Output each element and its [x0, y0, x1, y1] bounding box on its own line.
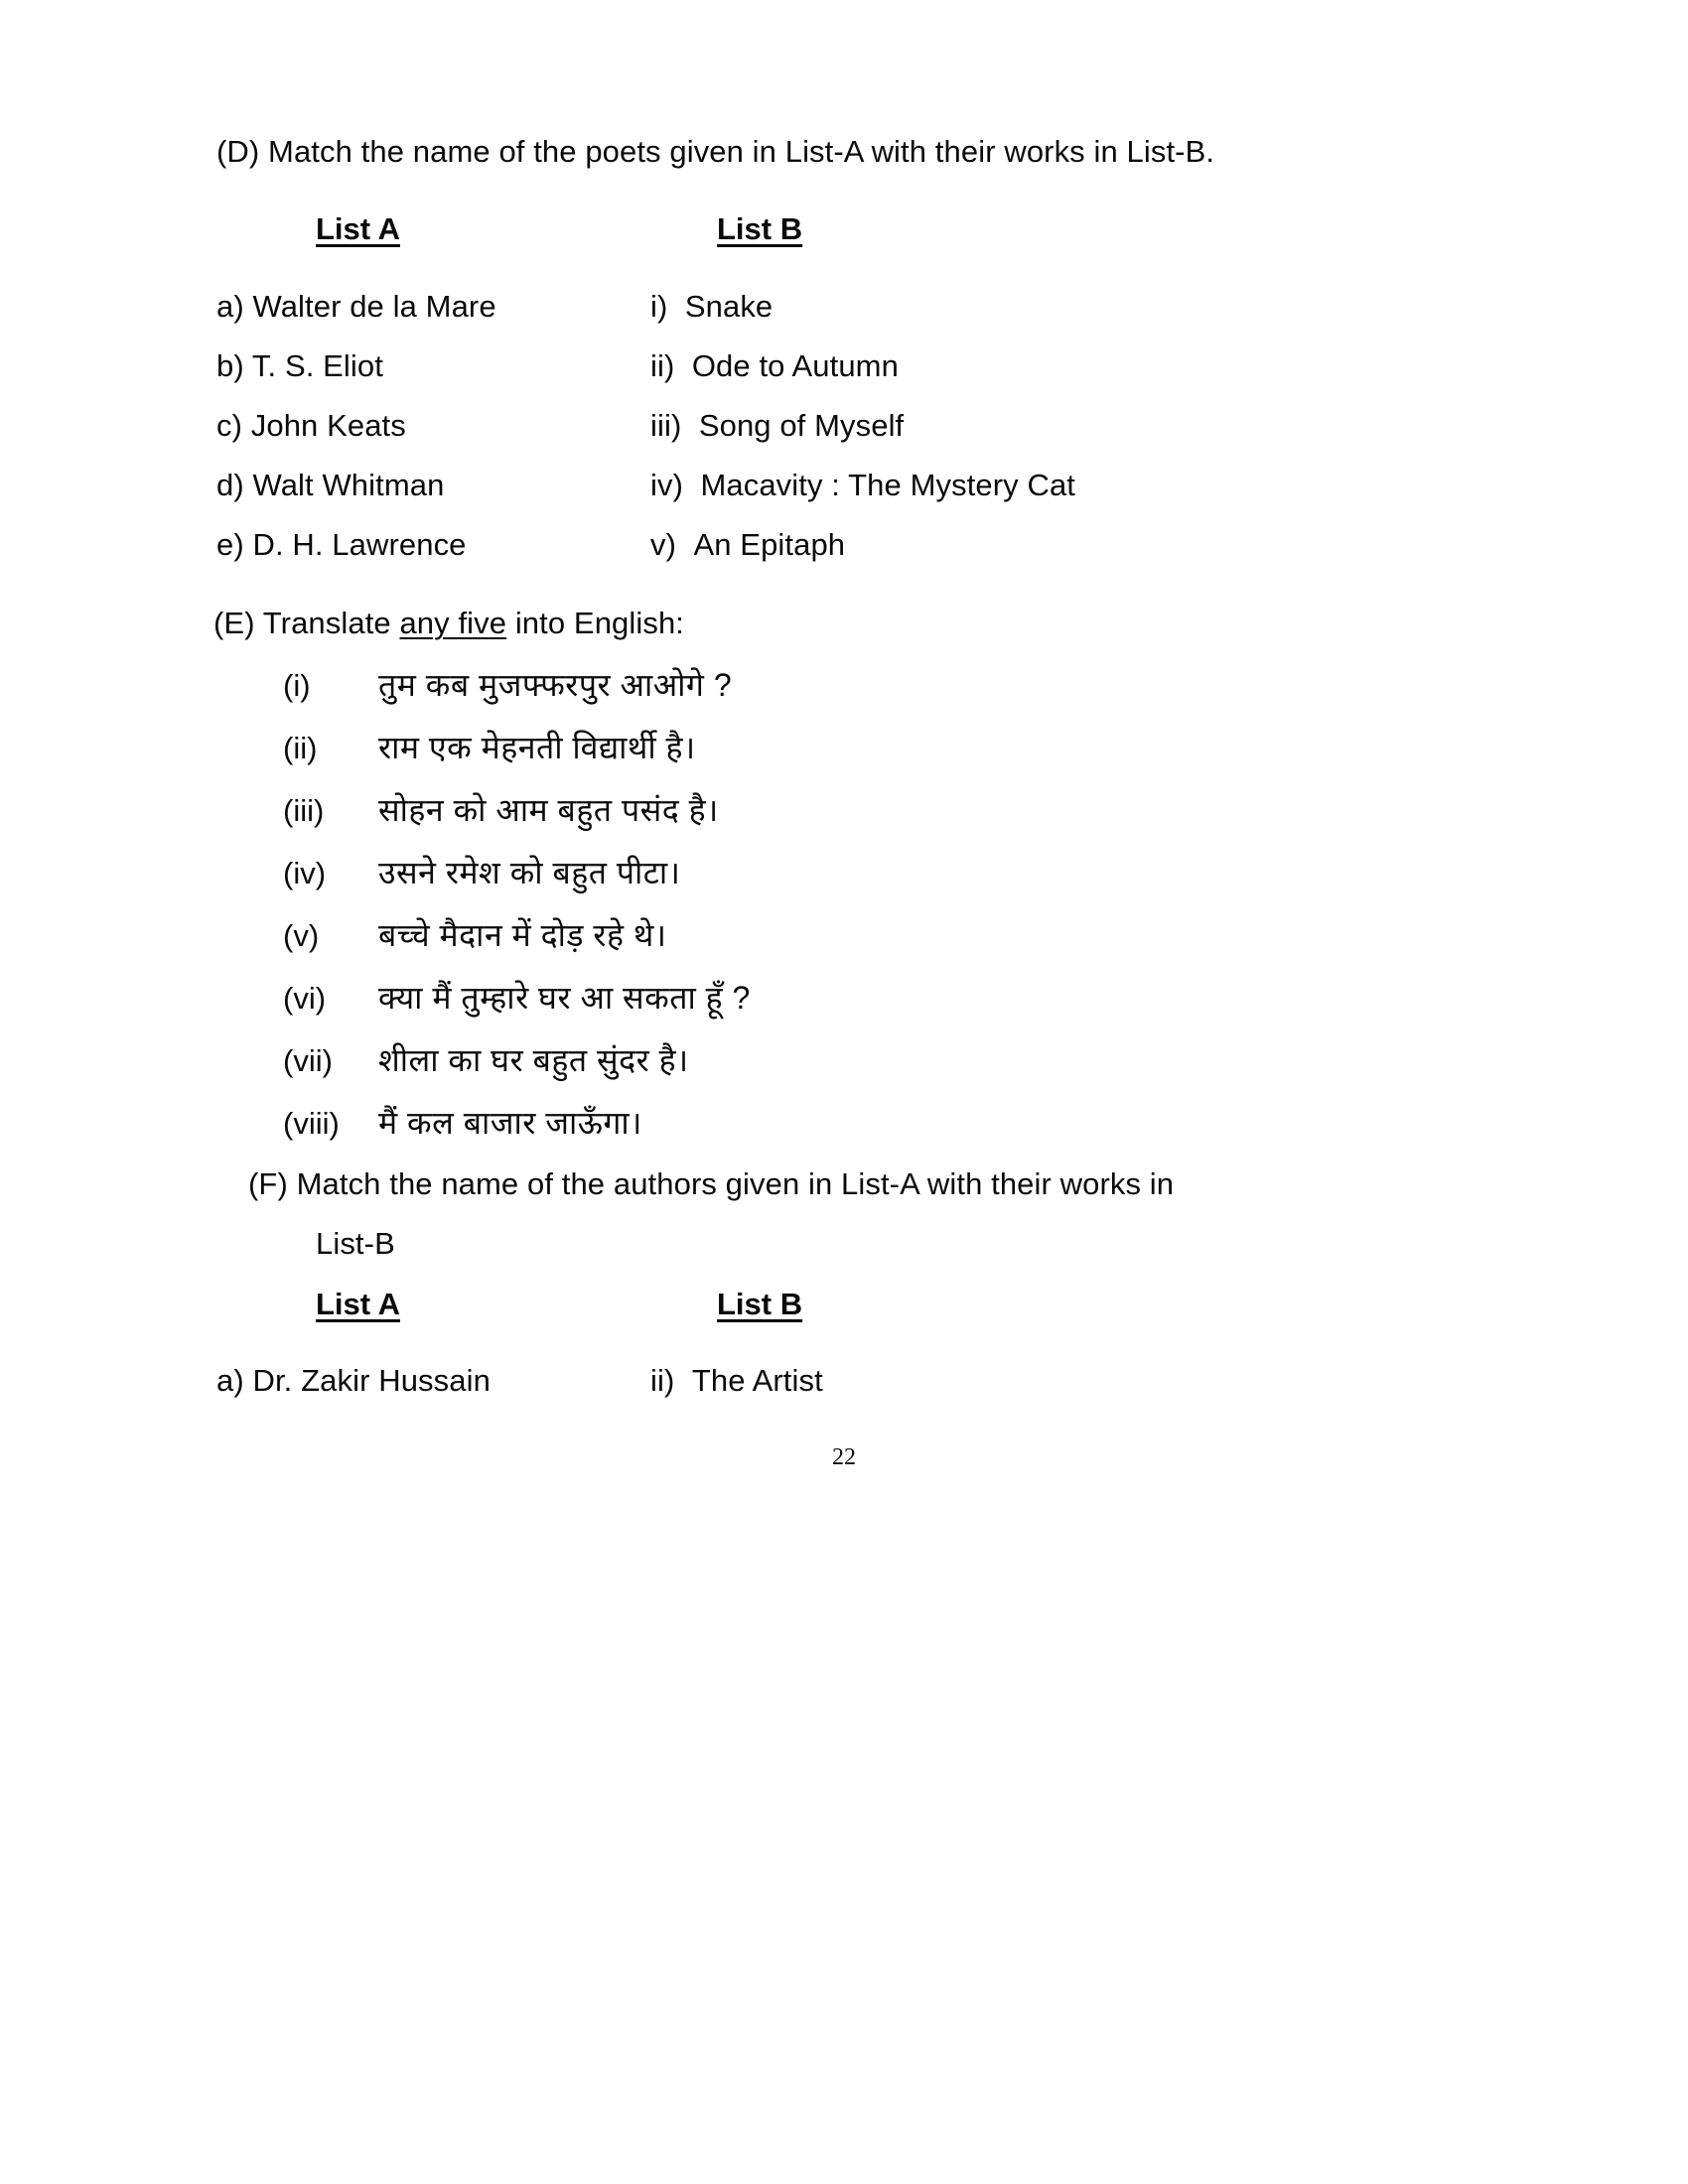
list-item-label: Snake: [684, 289, 774, 324]
section-e-prompt: [213, 606, 684, 641]
list-item-marker: a): [216, 289, 244, 324]
list-item-label: Walter de la Mare: [252, 289, 496, 324]
translation-item-number: (iv): [283, 856, 327, 890]
list-item: [216, 408, 406, 444]
list-item-label: Dr. Zakir Hussain: [252, 1363, 491, 1398]
translation-item: [283, 788, 719, 831]
section-f-prompt-line2: List-B: [316, 1226, 395, 1261]
list-item-label: John Keats: [250, 408, 406, 443]
translation-item-number: (viii): [283, 1106, 340, 1141]
translation-item: [283, 1038, 689, 1081]
list-item: [650, 468, 1075, 503]
list-item-marker: iii): [650, 408, 682, 443]
translation-item: [283, 726, 696, 768]
section-f-list-b-heading: List B: [717, 1287, 803, 1321]
translation-item-text: शीला का घर बहुत सुंदर है।: [378, 1042, 689, 1078]
list-item-marker: iv): [650, 468, 684, 502]
section-e-prompt-after: into English:: [506, 606, 685, 640]
list-item-label: The Artist: [691, 1363, 823, 1398]
translation-item-number: (ii): [283, 731, 318, 765]
translation-item-text: क्या मैं तुम्हारे घर आ सकता हूँ ?: [378, 980, 751, 1016]
list-item-label: An Epitaph: [693, 527, 846, 562]
list-item-label: T. S. Eliot: [251, 348, 383, 383]
translation-item-text: सोहन को आम बहुत पसंद है।: [378, 792, 719, 828]
list-item-marker: b): [216, 348, 244, 383]
list-item: [216, 289, 496, 325]
list-item: [216, 348, 383, 384]
list-item: [650, 289, 773, 325]
list-item-label: Ode to Autumn: [691, 348, 899, 383]
translation-item-text: राम एक मेहनती विद्यार्थी है।: [378, 730, 696, 765]
section-f-prompt-line1: (F) Match the name of the authors given in List-A with their works in: [248, 1166, 1175, 1201]
list-item-label: D. H. Lawrence: [252, 527, 467, 562]
list-item: [216, 468, 444, 503]
list-item-marker: v): [650, 527, 677, 562]
translation-item-number: (v): [283, 918, 320, 953]
section-d-prompt: (D) Match the name of the poets given in List-A with their works in List-B.: [216, 134, 1215, 169]
translation-item-number: (vii): [283, 1043, 333, 1078]
translation-item: [283, 913, 666, 956]
list-item-label: Macavity : The Mystery Cat: [700, 468, 1076, 502]
translation-item: [283, 1101, 642, 1144]
list-item-marker: a): [216, 1363, 244, 1398]
page-number: 22: [832, 1444, 856, 1470]
translation-item: [283, 851, 680, 893]
translation-item: [283, 663, 732, 706]
list-item-marker: d): [216, 468, 244, 502]
list-item-label: Walt Whitman: [252, 468, 445, 502]
list-item-marker: e): [216, 527, 244, 562]
list-item: [216, 527, 467, 563]
list-item-label: Song of Myself: [698, 408, 905, 443]
translation-item-text: मैं कल बाजार जाऊँगा।: [378, 1105, 642, 1141]
list-item-marker: ii): [650, 1363, 675, 1398]
translation-item-number: (iii): [283, 793, 325, 828]
translation-item-text: उसने रमेश को बहुत पीटा।: [378, 855, 681, 890]
list-item: [650, 527, 845, 563]
list-item: [650, 408, 904, 444]
list-item: [216, 1363, 491, 1399]
section-d-list-b-heading: List B: [717, 211, 803, 246]
section-d-list-a-heading: List A: [316, 211, 400, 246]
translation-item-number: (vi): [283, 981, 327, 1016]
list-item: [650, 1363, 823, 1399]
section-e-prompt-before: (E) Translate: [213, 606, 400, 640]
list-item: [650, 348, 899, 384]
translation-item: [283, 976, 751, 1019]
section-f-list-a-heading: List A: [316, 1287, 400, 1321]
translation-item-text: बच्चे मैदान में दोड़ रहे थे।: [378, 917, 667, 953]
translation-item-text: तुम कब मुजफ्फरपुर आओगे ?: [378, 667, 733, 703]
translation-item-number: (i): [283, 668, 311, 703]
section-e-prompt-emphasis: any five: [399, 606, 507, 640]
list-item-marker: ii): [650, 348, 675, 383]
list-item-marker: i): [650, 289, 668, 324]
list-item-marker: c): [216, 408, 243, 443]
